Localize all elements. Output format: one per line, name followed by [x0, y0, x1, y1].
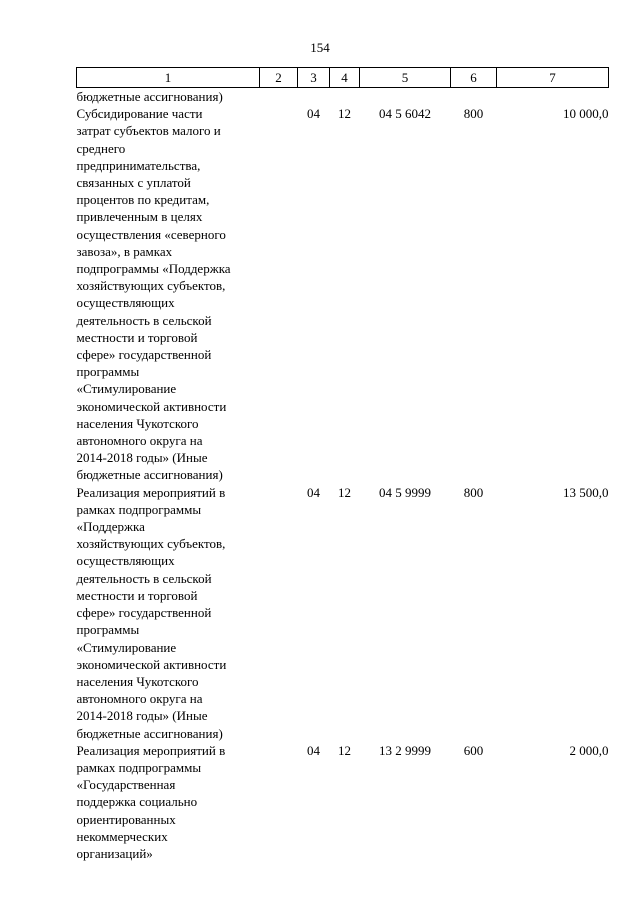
row-target-code: 04 5 6042: [379, 106, 431, 122]
row-name: Реализация мероприятий в рамках подпрограммы «Государственная поддержка социально ориентированных некоммерческих организаций»: [76, 742, 226, 861]
column-header-7: 7: [497, 68, 609, 88]
row-amount: 10 000,0: [563, 106, 609, 122]
page-number: 154: [310, 40, 330, 55]
row-expense-type: 600: [463, 742, 484, 758]
row-subsection: 12: [338, 106, 351, 122]
row-amount: 13 500,0: [563, 484, 609, 500]
column-header-6: 6: [451, 68, 497, 88]
row-col2: [260, 484, 298, 742]
row-col2: [260, 742, 298, 862]
column-header-3: 3: [298, 68, 330, 88]
row-name: Субсидирование части затрат субъектов малого и среднего предпринимательства, связанных с уплатой процентов по кредитам, привлеченным в целях осуществления «северного завоза», в рамках подпрограммы «Поддержка хозяйствующих субъектов, осуществляющих деятельность в сельской местности и торговой сфере» государственной программы «Стимулирование экономической активности населения Чукотского автономного округа на 2014-2018 годы» (Иные бюджетные ассигнования): [76, 106, 231, 483]
table-header: [77, 68, 609, 88]
row-name: Реализация мероприятий в рамках подпрограммы «Поддержка хозяйствующих субъектов, осуществляющих деятельность в сельской местности и торговой сфере» государственной программы «Стимулирование экономической активности населения Чукотского автономного округа на 2014-2018 годы» (Иные бюджетные ассигнования): [76, 484, 227, 741]
row-expense-type: 800: [463, 106, 484, 122]
row-amount: 2 000,0: [569, 742, 609, 758]
column-header-1: 1: [77, 68, 260, 88]
continuation-row: [77, 88, 609, 106]
continuation-text: бюджетные ассигнования): [76, 89, 223, 104]
header-row: [77, 68, 609, 88]
table-row: [77, 484, 609, 742]
column-header-5: 5: [360, 68, 451, 88]
row-section: 04: [307, 106, 320, 122]
row-expense-type: 800: [463, 484, 484, 500]
column-header-4: 4: [330, 68, 360, 88]
column-header-2: 2: [260, 68, 298, 88]
row-subsection: 12: [338, 742, 351, 758]
table-body: [77, 88, 609, 863]
row-target-code: 04 5 9999: [379, 484, 431, 500]
row-section: 04: [307, 484, 320, 500]
budget-table: [76, 67, 609, 862]
table-row: [77, 742, 609, 862]
row-section: 04: [307, 742, 320, 758]
row-target-code: 13 2 9999: [379, 742, 431, 758]
row-col2: [260, 105, 298, 483]
row-subsection: 12: [338, 484, 351, 500]
table-row: [77, 105, 609, 483]
